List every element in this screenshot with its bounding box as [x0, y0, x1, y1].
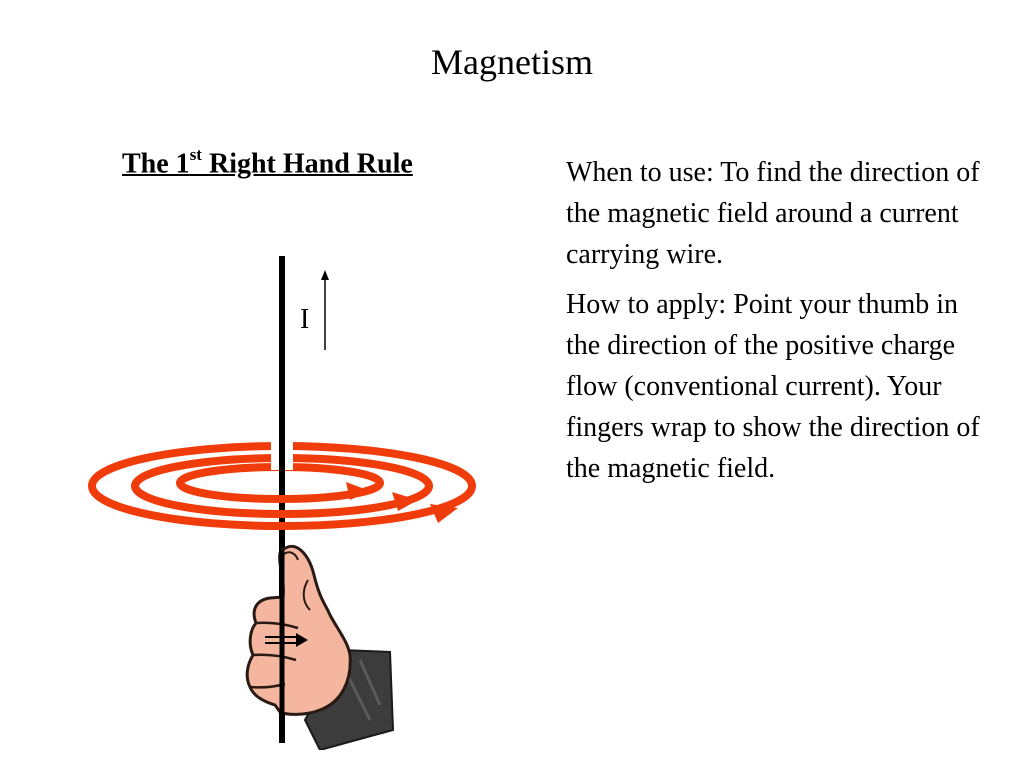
rule-heading-suffix: Right Hand Rule — [201, 148, 413, 180]
right-hand-icon — [247, 546, 350, 714]
when-to-use-text: When to use: To find the direction of the magnetic field around a current carrying wire. — [566, 157, 980, 270]
right-hand-rule-diagram — [80, 250, 500, 750]
inner-loop-arrow-icon — [346, 482, 370, 500]
rule-heading-prefix: The 1 — [122, 148, 190, 180]
explanation-panel — [566, 152, 991, 489]
current-arrow-icon — [321, 270, 329, 350]
slide-title: Magnetism — [431, 42, 593, 82]
rule-heading-ordinal: st — [189, 145, 202, 164]
how-to-apply-text: How to apply: Point your thumb in the direction of the positive charge flow (conventional current). Your fingers wrap to show the direction of the magnetic field. — [566, 289, 980, 484]
current-label: I — [300, 304, 310, 335]
rule-heading — [122, 137, 413, 184]
